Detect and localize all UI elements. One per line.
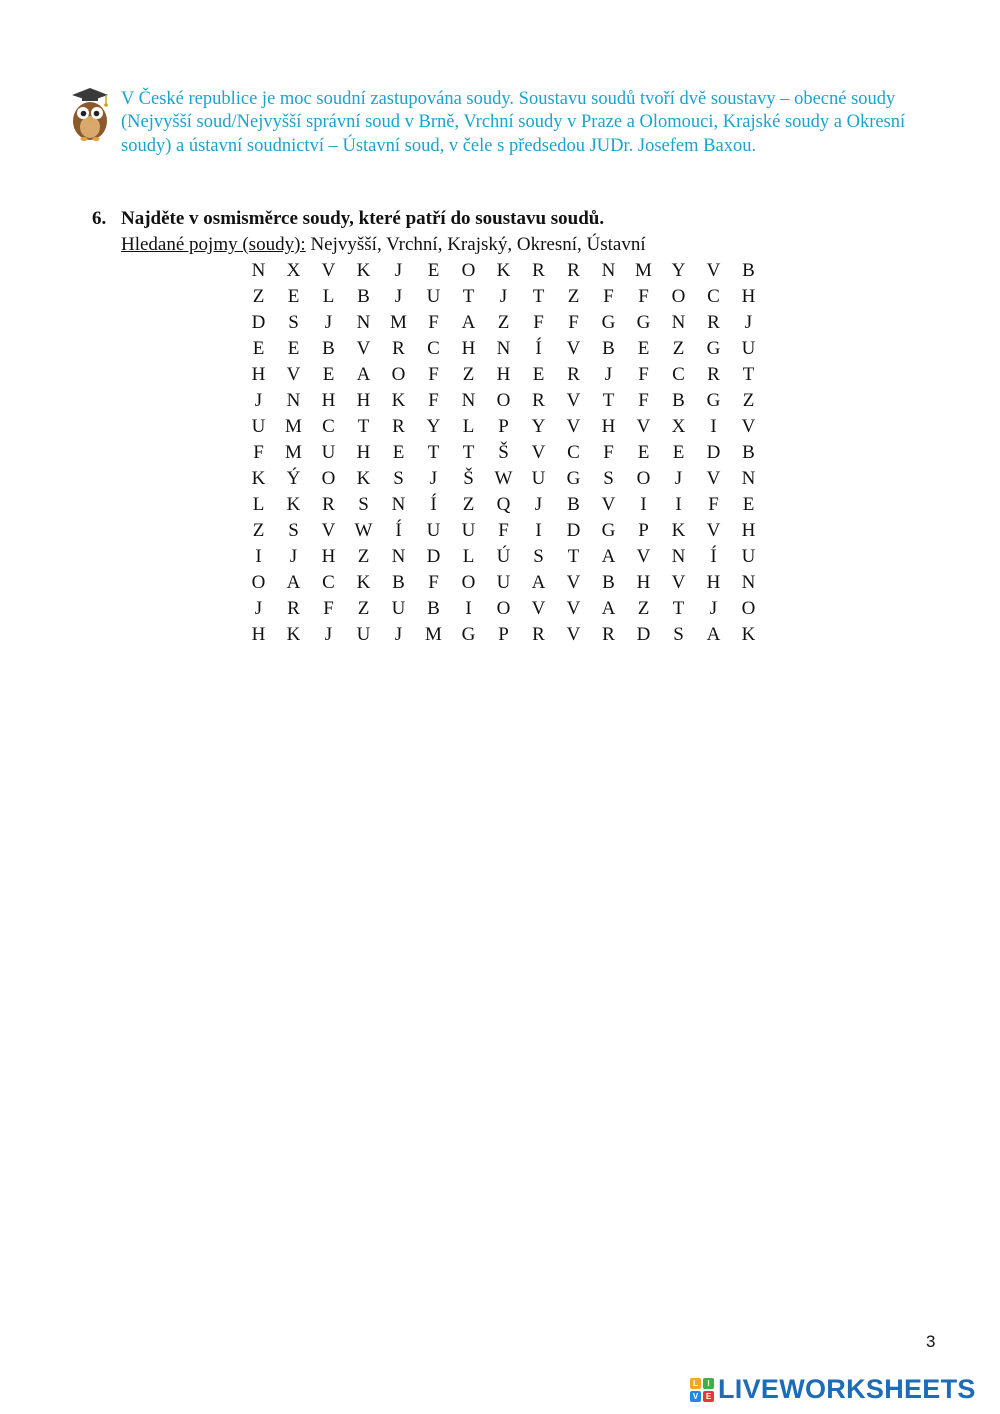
grid-cell: G — [636, 312, 651, 333]
grid-cell: J — [254, 390, 263, 411]
grid-cell: H — [251, 624, 266, 645]
grid-cell: E — [532, 364, 545, 385]
grid-cell: E — [637, 338, 650, 359]
grid-cell: L — [252, 494, 265, 515]
grid-cell: V — [706, 260, 721, 281]
grid-cell: P — [498, 624, 509, 645]
grid-cell: Z — [637, 598, 650, 619]
grid-cell: M — [285, 442, 302, 463]
grid-cell: N — [741, 572, 756, 593]
grid-cell: V — [601, 494, 616, 515]
grid-cell: V — [671, 572, 686, 593]
grid-cell: V — [566, 416, 581, 437]
grid-cell: D — [636, 624, 651, 645]
grid-cell: A — [356, 364, 371, 385]
grid-cell: L — [462, 546, 475, 567]
grid-row — [241, 440, 766, 466]
word-search-grid — [241, 258, 766, 648]
grid-cell: H — [321, 390, 336, 411]
grid-cell: N — [461, 390, 476, 411]
grid-cell: M — [425, 624, 442, 645]
grid-cell: H — [461, 338, 476, 359]
grid-cell: J — [604, 364, 613, 385]
grid-cell: O — [636, 468, 651, 489]
grid-cell: A — [286, 572, 301, 593]
grid-cell: R — [287, 598, 300, 619]
grid-cell: G — [566, 468, 581, 489]
grid-cell: V — [706, 520, 721, 541]
grid-cell: K — [356, 468, 371, 489]
grid-cell: R — [322, 494, 335, 515]
grid-cell: D — [426, 546, 441, 567]
grid-cell: J — [674, 468, 683, 489]
grid-cell: J — [254, 598, 263, 619]
grid-cell: Z — [357, 546, 370, 567]
owl-teacher-icon — [68, 86, 112, 142]
logo-square: E — [703, 1391, 714, 1402]
grid-cell: O — [391, 364, 406, 385]
grid-cell: R — [392, 338, 405, 359]
search-terms-list: Nejvyšší, Vrchní, Krajský, Okresní, Ústavní — [305, 234, 646, 255]
grid-cell: F — [638, 364, 649, 385]
grid-cell: R — [567, 260, 580, 281]
grid-cell: S — [603, 468, 614, 489]
grid-row — [241, 518, 766, 544]
grid-cell: P — [638, 520, 649, 541]
grid-row — [241, 284, 766, 310]
grid-cell: M — [285, 416, 302, 437]
page-number: 3 — [926, 1332, 936, 1351]
grid-cell: K — [286, 494, 301, 515]
grid-cell: H — [321, 546, 336, 567]
grid-cell: R — [532, 624, 545, 645]
grid-cell: D — [706, 442, 721, 463]
grid-cell: U — [426, 286, 441, 307]
grid-cell: E — [742, 494, 755, 515]
grid-row — [241, 336, 766, 362]
grid-cell: T — [742, 364, 755, 385]
grid-cell: C — [322, 572, 335, 593]
grid-cell: S — [288, 520, 299, 541]
grid-cell: O — [496, 390, 511, 411]
grid-cell: F — [603, 286, 614, 307]
grid-cell: V — [531, 442, 546, 463]
grid-cell: M — [390, 312, 407, 333]
grid-cell: F — [428, 390, 439, 411]
grid-cell: M — [635, 260, 652, 281]
logo-square: I — [703, 1378, 714, 1389]
grid-cell: F — [638, 390, 649, 411]
grid-cell: I — [675, 494, 682, 515]
grid-cell: U — [741, 338, 756, 359]
grid-cell: V — [356, 338, 371, 359]
grid-cell: B — [742, 260, 755, 281]
grid-cell: O — [321, 468, 336, 489]
grid-cell: B — [602, 338, 615, 359]
grid-cell: A — [601, 546, 616, 567]
grid-cell: O — [461, 260, 476, 281]
grid-cell: N — [496, 338, 511, 359]
grid-cell: Y — [671, 260, 686, 281]
grid-cell: C — [707, 286, 720, 307]
grid-cell: Š — [498, 442, 509, 463]
grid-cell: S — [393, 468, 404, 489]
grid-cell: B — [427, 598, 440, 619]
grid-cell: N — [286, 390, 301, 411]
grid-cell: F — [603, 442, 614, 463]
grid-cell: U — [356, 624, 371, 645]
grid-cell: F — [708, 494, 719, 515]
grid-cell: L — [322, 286, 335, 307]
grid-row — [241, 310, 766, 336]
grid-cell: N — [356, 312, 371, 333]
grid-cell: D — [566, 520, 581, 541]
grid-cell: E — [427, 260, 440, 281]
grid-row — [241, 570, 766, 596]
grid-cell: I — [640, 494, 647, 515]
grid-row — [241, 544, 766, 570]
grid-row — [241, 596, 766, 622]
grid-cell: J — [324, 312, 333, 333]
grid-cell: Z — [252, 286, 265, 307]
grid-cell: J — [394, 260, 403, 281]
grid-cell: Q — [496, 494, 511, 515]
grid-cell: H — [601, 416, 616, 437]
grid-row — [241, 388, 766, 414]
grid-cell: V — [566, 598, 581, 619]
grid-cell: B — [672, 390, 685, 411]
search-terms-label: Hledané pojmy (soudy): — [121, 234, 306, 255]
grid-cell: H — [251, 364, 266, 385]
grid-cell: U — [321, 442, 336, 463]
grid-cell: R — [567, 364, 580, 385]
grid-cell: N — [251, 260, 266, 281]
grid-cell: G — [601, 312, 616, 333]
grid-cell: Z — [357, 598, 370, 619]
grid-cell: Ú — [496, 546, 511, 567]
grid-cell: W — [354, 520, 373, 541]
grid-cell: N — [671, 312, 686, 333]
grid-cell: K — [286, 624, 301, 645]
grid-cell: E — [322, 364, 335, 385]
grid-cell: R — [532, 260, 545, 281]
grid-cell: J — [709, 598, 718, 619]
grid-cell: B — [322, 338, 335, 359]
grid-cell: N — [741, 468, 756, 489]
grid-cell: H — [706, 572, 721, 593]
grid-cell: T — [462, 286, 475, 307]
grid-cell: N — [391, 546, 406, 567]
grid-cell: E — [637, 442, 650, 463]
grid-cell: A — [601, 598, 616, 619]
grid-cell: N — [671, 546, 686, 567]
grid-cell: O — [251, 572, 266, 593]
grid-cell: K — [496, 260, 511, 281]
grid-cell: G — [601, 520, 616, 541]
grid-cell: P — [498, 416, 509, 437]
grid-cell: B — [357, 286, 370, 307]
grid-cell: U — [391, 598, 406, 619]
grid-cell: Í — [395, 520, 402, 541]
grid-cell: T — [532, 286, 545, 307]
grid-cell: H — [741, 520, 756, 541]
grid-cell: H — [356, 442, 371, 463]
grid-cell: O — [496, 598, 511, 619]
grid-cell: Z — [567, 286, 580, 307]
grid-cell: H — [356, 390, 371, 411]
grid-cell: H — [741, 286, 756, 307]
grid-cell: G — [461, 624, 476, 645]
grid-cell: V — [566, 390, 581, 411]
grid-cell: D — [251, 312, 266, 333]
grid-cell: T — [602, 390, 615, 411]
grid-cell: B — [567, 494, 580, 515]
grid-cell: I — [255, 546, 262, 567]
grid-cell: O — [671, 286, 686, 307]
intro-paragraph: V České republice je moc soudní zastupována soudy. Soustavu soudů tvoří dvě soustavy – obecné soudy (Nejvyšší soud/Nejvyšší správní soud v Brně, Vrchní soudy v Praze a Olomouci, Krajské soudy a Okresní soudy) a ústavní soudnictví – Ústavní soud, v čele s předsedou JUDr. Josefem Baxou. — [121, 89, 906, 156]
grid-cell: J — [429, 468, 438, 489]
grid-cell: X — [671, 416, 686, 437]
grid-cell: F — [428, 312, 439, 333]
grid-cell: A — [531, 572, 546, 593]
grid-cell: U — [461, 520, 476, 541]
grid-row — [241, 362, 766, 388]
grid-cell: T — [357, 416, 370, 437]
grid-cell: V — [741, 416, 756, 437]
grid-cell: V — [566, 624, 581, 645]
grid-cell: R — [392, 416, 405, 437]
grid-cell: T — [462, 442, 475, 463]
grid-cell: E — [287, 338, 300, 359]
grid-cell: J — [394, 286, 403, 307]
grid-cell: V — [531, 598, 546, 619]
grid-row — [241, 466, 766, 492]
grid-cell: K — [356, 572, 371, 593]
grid-cell: G — [706, 390, 721, 411]
grid-cell: J — [324, 624, 333, 645]
grid-cell: G — [706, 338, 721, 359]
task-title: Najděte v osmisměrce soudy, které patří do soustavu soudů. — [121, 208, 605, 229]
grid-cell: R — [602, 624, 615, 645]
grid-cell: F — [428, 364, 439, 385]
grid-cell: C — [427, 338, 440, 359]
grid-cell: X — [286, 260, 301, 281]
grid-cell: B — [742, 442, 755, 463]
grid-cell: J — [744, 312, 753, 333]
liveworksheets-logo-icon — [690, 1378, 714, 1402]
logo-square: L — [690, 1378, 701, 1389]
brand-name: LIVEWORKSHEETS — [718, 1374, 976, 1404]
grid-cell: H — [636, 572, 651, 593]
grid-cell: T — [567, 546, 580, 567]
grid-cell: Í — [535, 338, 542, 359]
grid-cell: W — [494, 468, 513, 489]
liveworksheets-logo — [690, 1374, 976, 1405]
grid-cell: R — [532, 390, 545, 411]
grid-cell: R — [707, 312, 720, 333]
grid-cell: K — [741, 624, 756, 645]
grid-cell: C — [322, 416, 335, 437]
grid-cell: J — [499, 286, 508, 307]
grid-cell: F — [428, 572, 439, 593]
grid-cell: U — [496, 572, 511, 593]
grid-cell: F — [533, 312, 544, 333]
grid-cell: V — [706, 468, 721, 489]
grid-cell: I — [465, 598, 472, 619]
grid-cell: V — [566, 338, 581, 359]
grid-cell: R — [707, 364, 720, 385]
grid-cell: Z — [252, 520, 265, 541]
grid-cell: C — [567, 442, 580, 463]
grid-cell: E — [287, 286, 300, 307]
task-heading — [92, 207, 892, 231]
grid-cell: F — [638, 286, 649, 307]
grid-cell: T — [427, 442, 440, 463]
grid-cell: V — [566, 572, 581, 593]
grid-cell: F — [253, 442, 264, 463]
grid-cell: S — [673, 624, 684, 645]
grid-cell: A — [706, 624, 721, 645]
grid-cell: I — [535, 520, 542, 541]
grid-cell: H — [496, 364, 511, 385]
grid-cell: U — [531, 468, 546, 489]
grid-cell: U — [251, 416, 266, 437]
grid-cell: J — [534, 494, 543, 515]
grid-cell: Y — [531, 416, 546, 437]
grid-cell: S — [358, 494, 369, 515]
grid-cell: T — [672, 598, 685, 619]
grid-cell: B — [392, 572, 405, 593]
grid-cell: N — [601, 260, 616, 281]
grid-cell: J — [289, 546, 298, 567]
grid-cell: L — [462, 416, 475, 437]
grid-cell: V — [321, 260, 336, 281]
grid-cell: F — [498, 520, 509, 541]
grid-cell: Z — [742, 390, 755, 411]
grid-cell: Z — [462, 364, 475, 385]
grid-cell: O — [461, 572, 476, 593]
grid-cell: I — [710, 416, 717, 437]
grid-cell: E — [392, 442, 405, 463]
grid-cell: E — [252, 338, 265, 359]
grid-row — [241, 414, 766, 440]
grid-cell: F — [323, 598, 334, 619]
search-terms — [121, 233, 646, 257]
grid-cell: K — [356, 260, 371, 281]
grid-row — [241, 258, 766, 284]
grid-cell: K — [671, 520, 686, 541]
grid-cell: Ý — [286, 468, 301, 489]
grid-cell: C — [672, 364, 685, 385]
grid-cell: Z — [672, 338, 685, 359]
grid-cell: V — [321, 520, 336, 541]
grid-cell: K — [391, 390, 406, 411]
grid-cell: Í — [710, 546, 717, 567]
grid-cell: N — [391, 494, 406, 515]
grid-cell: Í — [430, 494, 437, 515]
logo-square: V — [690, 1391, 701, 1402]
grid-cell: Š — [463, 468, 474, 489]
grid-cell: V — [636, 546, 651, 567]
grid-cell: E — [672, 442, 685, 463]
grid-cell: Z — [497, 312, 510, 333]
grid-cell: B — [602, 572, 615, 593]
task-number: 6. — [92, 208, 107, 229]
grid-cell: K — [251, 468, 266, 489]
grid-cell: U — [426, 520, 441, 541]
grid-cell: Z — [462, 494, 475, 515]
grid-cell: V — [286, 364, 301, 385]
grid-cell: F — [568, 312, 579, 333]
grid-cell: V — [636, 416, 651, 437]
grid-cell: U — [741, 546, 756, 567]
grid-cell: S — [533, 546, 544, 567]
grid-row — [241, 622, 766, 648]
grid-cell: O — [741, 598, 756, 619]
grid-cell: S — [288, 312, 299, 333]
grid-row — [241, 492, 766, 518]
grid-cell: A — [461, 312, 476, 333]
grid-cell: Y — [426, 416, 441, 437]
grid-cell: J — [394, 624, 403, 645]
